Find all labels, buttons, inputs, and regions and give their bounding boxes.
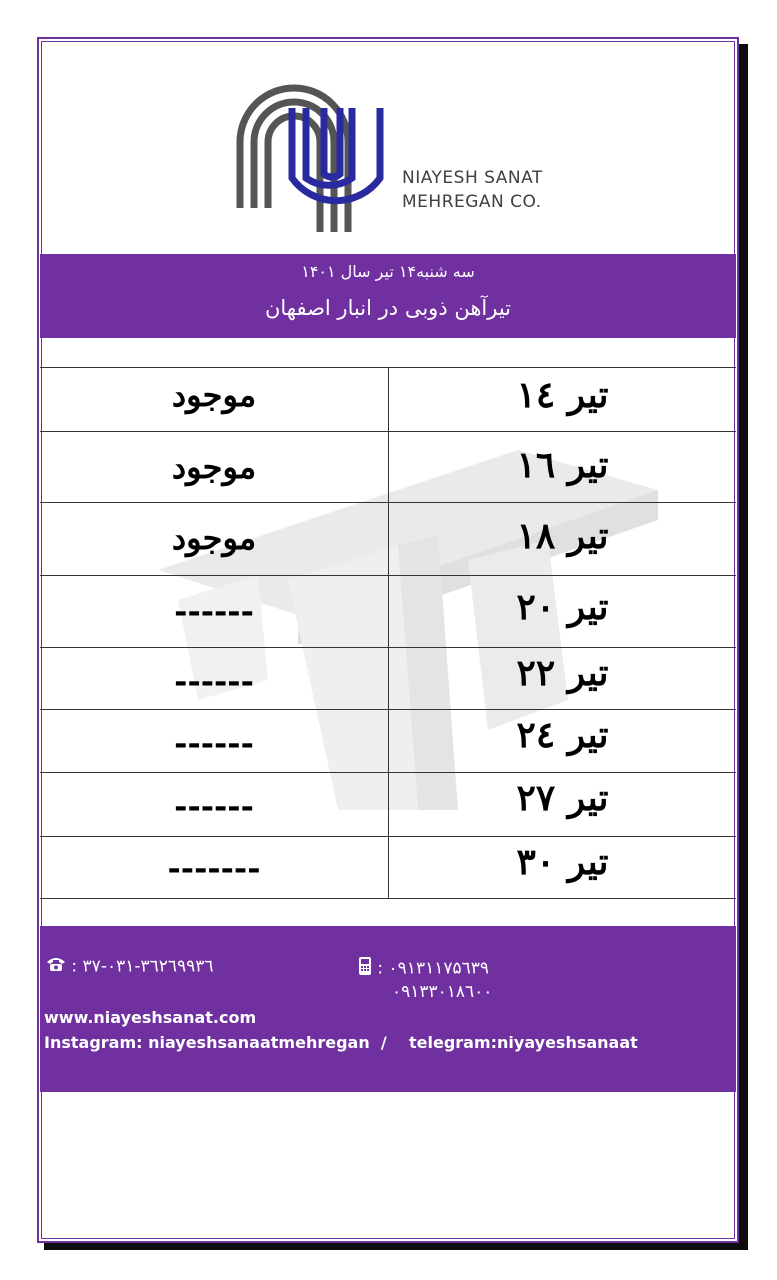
table-row [40, 432, 736, 502]
mobile-number-2: ۰۹۱۳۳۰۱۸٦۰۰ [392, 982, 493, 1002]
size-cell: تیر ۲۰ [516, 586, 609, 628]
status-cell: ------ [174, 592, 254, 630]
status-cell: موجود [171, 448, 257, 486]
date-text: سه شنبه۱۴ تیر سال ۱۴۰۱ [301, 262, 475, 281]
size-cell: تیر ۲٤ [516, 714, 609, 756]
size-cell: تیر ۱٦ [516, 444, 609, 486]
company-name-line2: MEHREGAN CO. [402, 192, 542, 212]
header-band [40, 254, 736, 338]
status-cell: موجود [171, 376, 257, 414]
table-row [40, 837, 736, 898]
table-row [40, 576, 736, 647]
status-cell: ------ [174, 662, 254, 700]
contact-band [40, 926, 736, 1092]
social-links[interactable]: Instagram: niayeshsanaatmehregan / telegram:niyayeshsanaat [44, 1033, 638, 1052]
size-cell: تیر ۱٤ [516, 374, 609, 416]
mobile-phone-icon [358, 956, 372, 981]
table-row [40, 368, 736, 431]
website-link[interactable]: www.niayeshsanat.com [44, 1008, 257, 1027]
status-cell: ------ [174, 787, 254, 825]
table-row [40, 773, 736, 836]
size-cell: تیر ۲۲ [516, 652, 609, 694]
table-border [40, 898, 736, 899]
table-row [40, 710, 736, 772]
status-cell: ------- [167, 849, 261, 887]
size-cell: تیر ۲۷ [516, 777, 609, 819]
size-cell: تیر ۱۸ [516, 515, 609, 557]
mobile-number-1 [358, 956, 489, 981]
page-title: تیرآهن ذوبی در انبار اصفهان [264, 296, 512, 320]
table-row [40, 648, 736, 709]
status-cell: ------ [174, 724, 254, 762]
mobile-text-1: ۰۹۱۳۱۱۷۵٦۳۹ : [377, 958, 489, 979]
landline-number [46, 956, 214, 977]
telephone-icon [46, 956, 66, 977]
company-name-line1: NIAYESH SANAT [402, 168, 543, 188]
table-row [40, 503, 736, 575]
company-logo-icon [234, 82, 394, 238]
company-name [402, 166, 543, 214]
status-cell: موجود [171, 519, 257, 557]
size-cell: تیر ۳۰ [516, 841, 609, 883]
landline-text: ۰۳۱-۳٦۲٦۹۹۳٦-۳۷ : [71, 956, 214, 977]
